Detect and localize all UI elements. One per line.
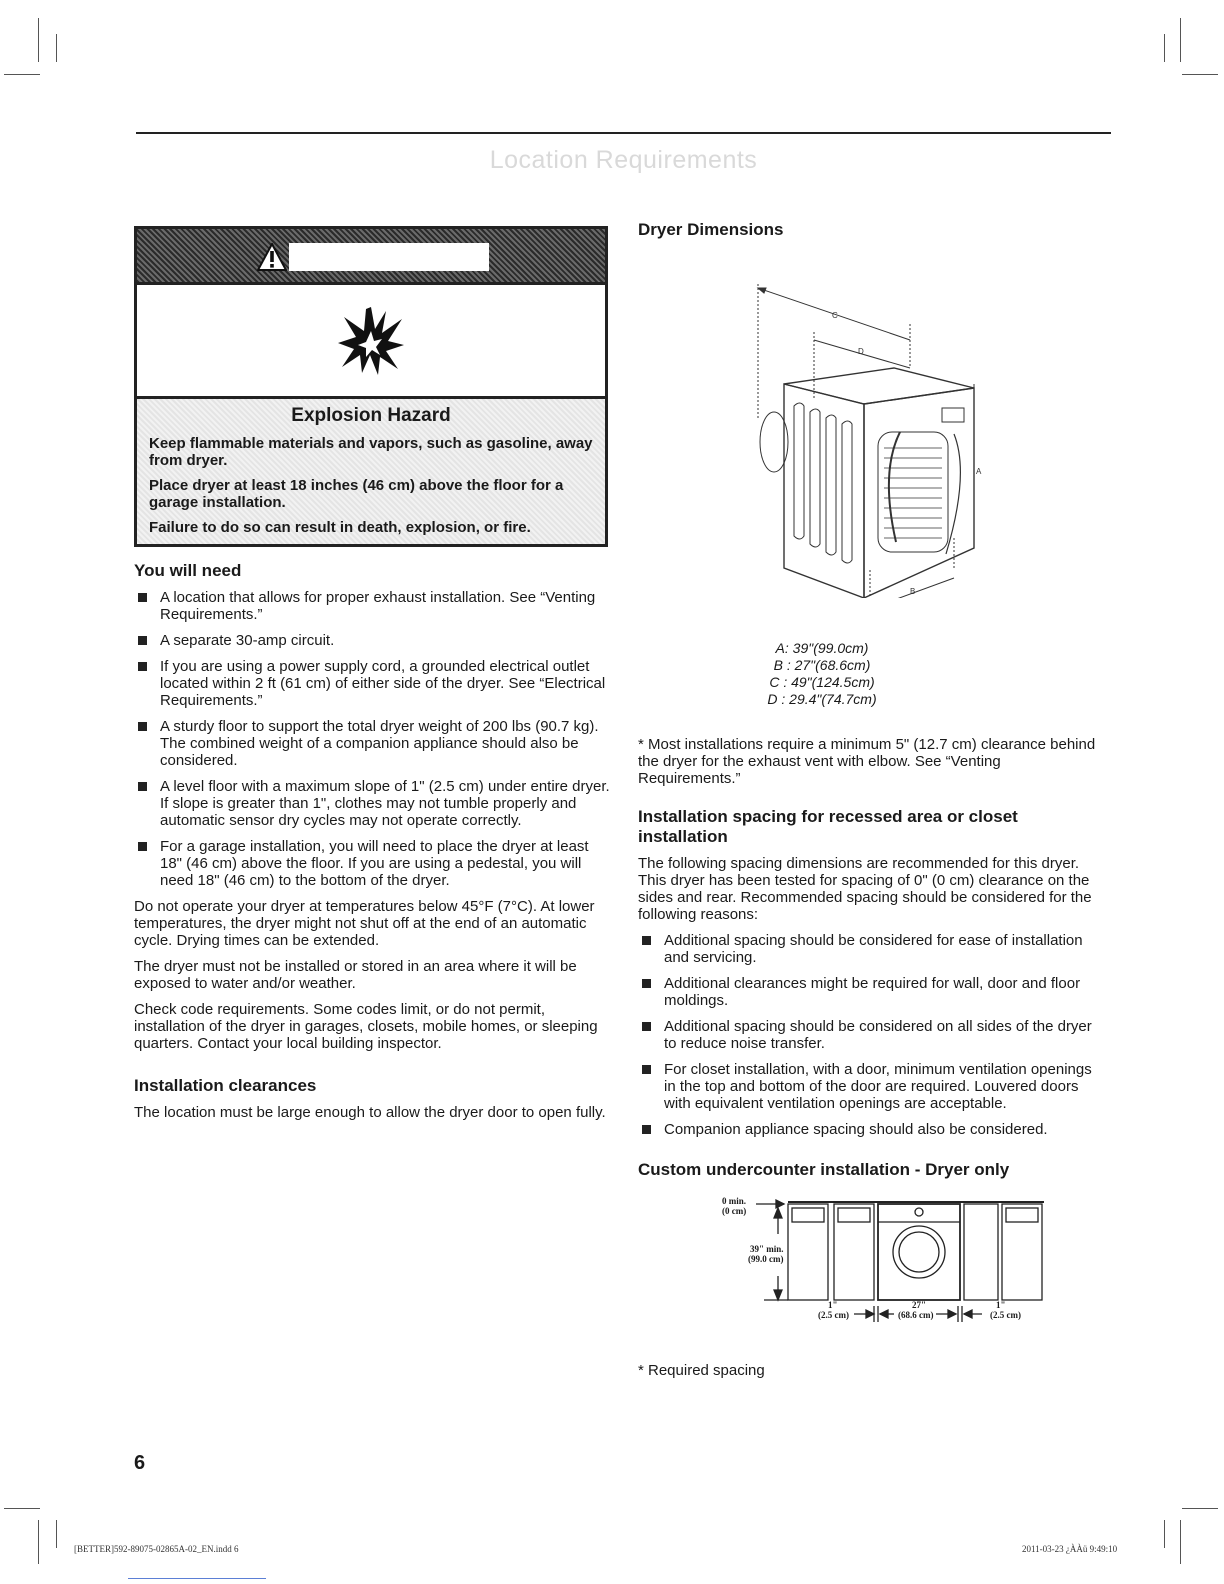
crop-mark — [1182, 74, 1218, 75]
spacing-label: (2.5 cm) — [990, 1310, 1021, 1320]
crop-mark — [1182, 1508, 1218, 1509]
undercounter-diagram — [638, 1188, 1102, 1338]
warning-triangle-icon — [257, 243, 287, 271]
warning-line: Place dryer at least 18 inches (46 cm) above the floor for a garage installation. — [149, 477, 564, 511]
spacing-label: (0 cm) — [722, 1206, 747, 1216]
crop-mark — [56, 34, 57, 62]
footnote: * Most installations require a minimum 5" (12.7 cm) clearance behind the dryer for the exhaust vent with elbow. See “Venting Requirements.” — [638, 736, 1096, 787]
crop-mark — [1180, 1520, 1181, 1564]
section-heading-undercounter: Custom undercounter installation - Dryer only — [638, 1160, 1010, 1179]
warning-body — [137, 399, 605, 544]
undercounter-figure — [638, 1188, 1102, 1338]
warning-box — [134, 226, 608, 547]
list-item: For a garage installation, you will need to place the dryer at least 18" (46 cm) above the floor. If you are using a pedestal, you will need 18" (46 cm) to the bottom of the dryer. — [134, 838, 612, 889]
list-item: Additional spacing should be considered for ease of installation and servicing. — [638, 932, 1102, 966]
list-item: Companion appliance spacing should also be considered. — [638, 1121, 1102, 1138]
section-heading-recessed-spacing: Installation spacing for recessed area or closet installation — [638, 807, 1018, 846]
crop-mark — [56, 1520, 57, 1548]
dimension-letter: B — [910, 587, 916, 596]
warning-title: Explosion Hazard — [291, 405, 451, 426]
section-heading-installation-clearances: Installation clearances — [134, 1076, 317, 1095]
warning-header — [137, 229, 605, 285]
dimension-label: B : 27"(68.6cm) — [773, 657, 871, 673]
dryer-dimension-figure — [638, 248, 1102, 598]
list-item: Additional spacing should be considered on all sides of the dryer to reduce noise transfer. — [638, 1018, 1102, 1052]
list-item: A level floor with a maximum slope of 1" (2.5 cm) under entire dryer. If slope is greater than 1", clothes may not tumble properly and automatic sensor dry cycles may not operate correctly. — [134, 778, 612, 829]
dimension-letter: D — [858, 347, 864, 356]
page-number: 6 — [134, 1452, 146, 1474]
warning-pictogram — [137, 285, 605, 399]
list-item: A separate 30-amp circuit. — [134, 632, 612, 649]
dimension-letter: C — [832, 311, 838, 320]
spacing-label: 1" — [996, 1300, 1006, 1310]
list-item: A location that allows for proper exhaust installation. See “Venting Requirements.” — [134, 589, 612, 623]
warning-line: Failure to do so can result in death, explosion, or fire. — [149, 519, 531, 536]
crop-mark — [38, 1520, 39, 1564]
explosion-icon — [336, 305, 406, 377]
dryer-illustration — [638, 248, 1102, 598]
spacing-label: (2.5 cm) — [818, 1310, 849, 1320]
left-column — [134, 226, 612, 1130]
crop-mark — [1164, 1520, 1165, 1548]
spacing-label: 39" min. — [750, 1244, 784, 1254]
footnote: * Required spacing — [638, 1362, 765, 1379]
dimension-letter: A — [976, 467, 982, 476]
list-item: If you are using a power supply cord, a grounded electrical outlet located within 2 ft (61 cm) of either side of the dryer. See “Electrical Requirements.” — [134, 658, 612, 709]
section-heading-dryer-dimensions: Dryer Dimensions — [638, 220, 784, 239]
warning-line: Keep flammable materials and vapors, such as gasoline, away from dryer. — [149, 435, 593, 469]
paragraph: Check code requirements. Some codes limit, or do not permit, installation of the dryer in garages, closets, mobile homes, or sleeping quarters. Contact your local building inspector. — [134, 1001, 598, 1052]
paragraph: Do not operate your dryer at temperatures below 45°F (7°C). At lower temperatures, the dryer might not shut off at the end of an automatic cycle. Drying times can be extended. — [134, 898, 595, 949]
paragraph: The dryer must not be installed or stored in an area where it will be exposed to water and/or weather. — [134, 958, 577, 992]
list-item: Additional clearances might be required for wall, door and floor moldings. — [638, 975, 1102, 1009]
spacing-label: 1" — [828, 1300, 838, 1310]
crop-mark — [1180, 18, 1181, 62]
footer-rule — [128, 1578, 266, 1579]
crop-mark — [4, 1508, 40, 1509]
section-heading-you-will-need: You will need — [134, 561, 242, 580]
top-rule — [136, 132, 1111, 134]
warning-label-blank — [289, 243, 489, 271]
dimension-label: A: 39"(99.0cm) — [775, 640, 869, 656]
crop-mark — [4, 74, 40, 75]
crop-mark — [38, 18, 39, 62]
list-item: For closet installation, with a door, minimum ventilation openings in the top and bottom of the door are required. Louvered doors with equivalent ventilation openings are acceptable. — [638, 1061, 1102, 1112]
page-title: Location Requirements — [489, 146, 758, 174]
spacing-label: 0 min. — [722, 1196, 747, 1206]
footer-file-info: [BETTER]592-89075-02865A-02_EN.indd 6 — [74, 1544, 239, 1554]
spacing-label: 27" — [912, 1300, 926, 1310]
dimension-label: C : 49"(124.5cm) — [769, 674, 875, 690]
dimension-label: D : 29.4"(74.7cm) — [767, 691, 877, 707]
crop-mark — [1164, 34, 1165, 62]
spacing-label: (99.0 cm) — [748, 1254, 784, 1264]
paragraph: The location must be large enough to allow the dryer door to open fully. — [134, 1104, 606, 1121]
right-column — [638, 220, 1102, 1388]
paragraph: The following spacing dimensions are recommended for this dryer. This dryer has been tested for spacing of 0" (0 cm) clearance on the sides and rear. Recommended spacing should be considered for the following reasons: — [638, 855, 1092, 923]
list-item: A sturdy floor to support the total dryer weight of 200 lbs (90.7 kg). The combined weight of a companion appliance should also be considered. — [134, 718, 612, 769]
spacing-label: (68.6 cm) — [898, 1310, 934, 1320]
footer-timestamp: 2011-03-23 ¿ÀÀü 9:49:10 — [1022, 1544, 1118, 1554]
